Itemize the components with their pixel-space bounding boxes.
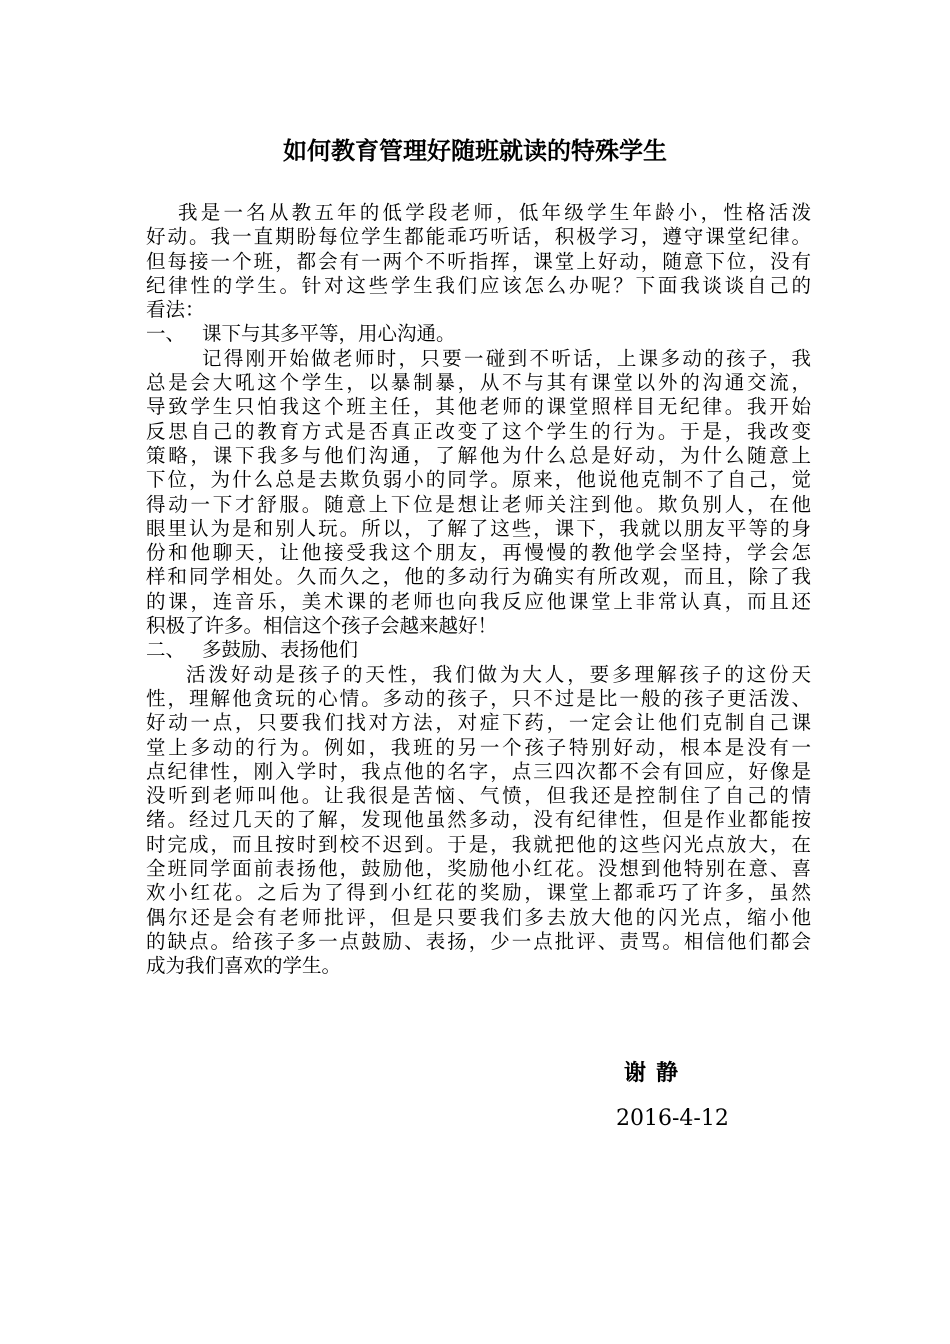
section-number: 一、 [146,322,186,346]
section2-line: 全班同学面前表扬他，鼓励他，奖励他小红花。没想到他特别在意、喜 [146,857,811,881]
document-title: 如何教育管理好随班就读的特殊学生 [283,136,667,165]
intro-line: 纪律性的学生。针对这些学生我们应该怎么办呢？下面我谈谈自己的 [146,273,811,297]
signature-name: 谢静 [624,1060,689,1086]
section1-line: 份和他聊天，让他接受我这个朋友，再慢慢的教他学会坚持，学会怎 [146,541,811,565]
section2-line: 成为我们喜欢的学生。 [146,954,342,978]
section2-line: 绪。经过几天的了解，发现他虽然多动，没有纪律性，但是作业都能按 [146,808,811,832]
section-heading-text: 课下与其多平等，用心沟通。 [202,322,456,346]
section1-line: 策略，课下我多与他们沟通，了解他为什么总是好动，为什么随意上 [146,443,811,467]
section-heading [146,322,811,346]
intro-line: 但每接一个班，都会有一两个不听指挥，课堂上好动，随意下位，没有 [146,249,811,273]
section2-line: 活泼好动是孩子的天性，我们做为大人，要多理解孩子的这份天 [186,662,811,686]
section2-line: 的缺点。给孩子多一点鼓励、表扬，少一点批评、责骂。相信他们都会 [146,929,811,953]
section-heading [146,638,811,662]
section-heading-text: 多鼓励、表扬他们 [202,638,359,662]
intro-line: 看法： [146,298,205,322]
section1-line: 下位，为什么总是去欺负弱小的同学。原来，他说他克制不了自己，觉 [146,468,811,492]
section1-line: 反思自己的教育方式是否真正改变了这个学生的行为。于是，我改变 [146,419,811,443]
intro-line: 我是一名从教五年的低学段老师，低年级学生年龄小，性格活泼 [178,201,811,224]
section2-line: 堂上多动的行为。例如，我班的另一个孩子特别好动，根本是没有一 [146,735,811,759]
section2-line: 偶尔还是会有老师批评，但是只要我们多去放大他的闪光点，缩小他 [146,905,811,929]
section1-line: 导致学生只怕我这个班主任，其他老师的课堂照样目无纪律。我开始 [146,395,811,419]
section2-line: 没听到老师叫他。让我很是苦恼、气愤，但我还是控制住了自己的情 [146,784,811,808]
signature-date: 2016-4-12 [616,1106,729,1131]
document-body [146,201,811,979]
section2-line: 点纪律性，刚入学时，我点他的名字，点三四次都不会有回应，好像是 [146,759,811,783]
section1-line: 记得刚开始做老师时，只要一碰到不听话，上课多动的孩子，我 [202,346,811,370]
section1-line: 积极了许多。相信这个孩子会越来越好！ [146,614,498,638]
section-number: 二、 [146,638,186,662]
section1-line: 的课，连音乐，美术课的老师也向我反应他课堂上非常认真，而且还 [146,589,811,613]
section1-line: 样和同学相处。久而久之，他的多动行为确实有所改观，而且，除了我 [146,565,811,589]
section2-line: 欢小红花。之后为了得到小红花的奖励，课堂上都乖巧了许多，虽然 [146,881,811,905]
section2-line: 时完成，而且按时到校不迟到。于是，我就把他的这些闪光点放大，在 [146,832,811,856]
intro-line: 好动。我一直期盼每位学生都能乖巧听话，积极学习，遵守课堂纪律。 [146,225,811,249]
section2-line: 性，理解他贪玩的心情。多动的孩子，只不过是比一般的孩子更活泼、 [146,686,811,710]
section1-line: 得动一下才舒服。随意上下位是想让老师关注到他。欺负别人，在他 [146,492,811,516]
section2-line: 好动一点，只要我们找对方法，对症下药，一定会让他们克制自己课 [146,711,811,735]
section1-line: 总是会大吼这个学生，以暴制暴，从不与其有课堂以外的沟通交流， [146,371,811,395]
section1-line: 眼里认为是和别人玩。所以，了解了这些，课下，我就以朋友平等的身 [146,516,811,540]
